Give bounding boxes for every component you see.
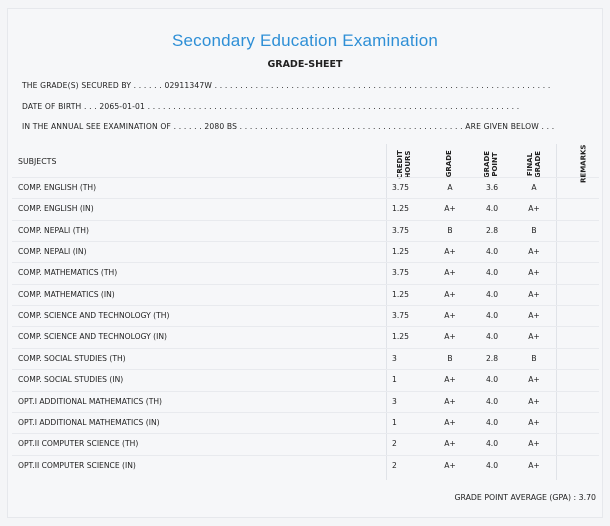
table-row — [12, 284, 599, 306]
grade-cell: A+ — [444, 289, 456, 299]
credit-hours-cell: 1.25 — [392, 332, 409, 342]
credit-hours-cell: 1 — [392, 417, 397, 427]
final-grade-header-text: FINAL GRADE — [526, 150, 542, 178]
table-row — [12, 369, 599, 391]
table-row — [12, 220, 599, 242]
grade-point-cell: 4.0 — [485, 268, 499, 278]
grade-point-cell: 4.0 — [485, 375, 499, 385]
grade-point-cell: 2.8 — [485, 353, 499, 363]
final-grade-cell: A+ — [528, 289, 540, 299]
credit-hours-header-text: CREDIT HOURS — [395, 149, 411, 179]
subject-cell: OPT.I ADDITIONAL MATHEMATICS (TH) — [18, 396, 163, 406]
subject-cell: COMP. NEPALI (IN) — [18, 247, 87, 257]
grade-point-cell: 4.0 — [485, 396, 499, 406]
grade-point-cell: 4.0 — [485, 417, 499, 427]
grade-cell: A+ — [444, 439, 456, 449]
remarks-header-text: REMARKS — [579, 144, 588, 184]
table-row — [12, 241, 599, 263]
grade-cell: A+ — [444, 460, 456, 470]
final-grade-cell: B — [531, 353, 537, 363]
table-row — [12, 391, 599, 413]
grade-point-cell: 4.0 — [485, 332, 499, 342]
grade-point-cell: 4.0 — [485, 460, 499, 470]
info-line-exam — [22, 122, 554, 131]
table-row — [12, 198, 599, 220]
grade-cell: A+ — [444, 332, 456, 342]
final-grade-cell: A+ — [528, 247, 540, 257]
dob-dots: . . . . . . . . . . . . . . . . . . . . . . . . . . . . . . . . . . . . . . . . . . . . . . . . . . . . . . . . . . . . . . . . . . . . . . . . . — [147, 102, 520, 111]
final-grade-cell: A+ — [528, 268, 540, 278]
subject-cell: COMP. SCIENCE AND TECHNOLOGY (TH) — [18, 311, 170, 321]
table-row — [12, 177, 599, 199]
subject-cell: COMP. SOCIAL STUDIES (TH) — [18, 353, 126, 363]
grade-cell: A+ — [444, 268, 456, 278]
credit-hours-cell: 2 — [392, 439, 397, 449]
grade-point-cell: 4.0 — [485, 439, 499, 449]
table-row — [12, 262, 599, 284]
final-grade-cell: A+ — [528, 396, 540, 406]
grade-cell: B — [447, 353, 453, 363]
subject-cell: OPT.I ADDITIONAL MATHEMATICS (IN) — [18, 417, 160, 427]
subject-cell: COMP. SCIENCE AND TECHNOLOGY (IN) — [18, 332, 167, 342]
credit-hours-cell: 3 — [392, 353, 397, 363]
grade-cell: A+ — [444, 417, 456, 427]
subject-cell: OPT.II COMPUTER SCIENCE (IN) — [18, 460, 136, 470]
final-grade-cell: A+ — [528, 375, 540, 385]
exam-tail: ARE GIVEN BELOW . . . — [465, 122, 555, 131]
subject-cell: COMP. ENGLISH (IN) — [18, 204, 94, 214]
grade-cell: A+ — [444, 247, 456, 257]
gpa-summary: GRADE POINT AVERAGE (GPA) : 3.70 — [454, 493, 596, 502]
final-grade-cell: A+ — [528, 460, 540, 470]
page-title: Secondary Education Examination — [171, 31, 439, 50]
credit-hours-cell: 1.25 — [392, 204, 409, 214]
table-row — [12, 455, 599, 477]
final-grade-cell: B — [531, 225, 537, 235]
subjects-header: SUBJECTS — [18, 157, 57, 166]
credit-hours-cell: 3.75 — [392, 225, 409, 235]
final-grade-cell: A+ — [528, 417, 540, 427]
table-row — [12, 348, 599, 370]
grade-point-cell: 4.0 — [485, 204, 499, 214]
symbol-number: 02911347W — [164, 81, 212, 90]
subject-cell: COMP. SOCIAL STUDIES (IN) — [18, 375, 124, 385]
secured-by-dots: . . . . . . . . . . . . . . . . . . . . . . . . . . . . . . . . . . . . . . . . . . . . . . . . . . . . . . . . . . . . . . . . . . — [214, 81, 551, 90]
grade-cell: A+ — [444, 204, 456, 214]
grade-point-cell: 3.6 — [485, 183, 499, 192]
table-row — [12, 326, 599, 348]
grade-cell: B — [447, 225, 453, 235]
grade-point-cell: 4.0 — [485, 311, 499, 321]
secured-by-label: THE GRADE(S) SECURED BY . . . . . . — [22, 81, 162, 90]
credit-hours-cell: 3 — [392, 396, 397, 406]
sheet-subtitle: GRADE-SHEET — [267, 59, 343, 70]
grade-cell: A+ — [444, 375, 456, 385]
final-grade-cell: A+ — [528, 439, 540, 449]
info-line-secured-by — [22, 81, 550, 90]
grade-cell: A+ — [444, 396, 456, 406]
exam-dots: . . . . . . . . . . . . . . . . . . . . . . . . . . . . . . . . . . . . . . . . . . . . — [239, 122, 463, 131]
subject-cell: COMP. MATHEMATICS (TH) — [18, 268, 118, 278]
subject-cell: COMP. NEPALI (TH) — [18, 225, 89, 235]
table-row — [12, 433, 599, 455]
final-grade-cell: A — [531, 183, 537, 192]
exam-year: 2080 BS — [204, 122, 238, 131]
final-grade-cell: A+ — [528, 204, 540, 214]
grade-point-header-text: GRADE POINT — [483, 150, 499, 178]
dob-label: DATE OF BIRTH . . . — [22, 102, 97, 111]
final-grade-cell: A+ — [528, 332, 540, 342]
grade-point-cell: 4.0 — [485, 289, 499, 299]
grade-point-cell: 2.8 — [485, 225, 499, 235]
table-row — [12, 412, 599, 434]
credit-hours-cell: 1.25 — [392, 289, 409, 299]
table-row — [12, 305, 599, 327]
subject-cell: COMP. MATHEMATICS (IN) — [18, 289, 115, 299]
grade-point-cell: 4.0 — [485, 247, 499, 257]
subject-cell: OPT.II COMPUTER SCIENCE (TH) — [18, 439, 139, 449]
final-grade-cell: A+ — [528, 311, 540, 321]
dob-value: 2065-01-01 — [99, 102, 146, 111]
grade-header-text: GRADE — [445, 150, 454, 178]
grade-cell: A+ — [444, 311, 456, 321]
credit-hours-cell: 3.75 — [392, 268, 409, 278]
credit-hours-cell: 3.75 — [392, 183, 409, 192]
credit-hours-cell: 1.25 — [392, 247, 409, 257]
grade-cell: A — [447, 183, 453, 192]
subject-cell: COMP. ENGLISH (TH) — [18, 183, 97, 192]
credit-hours-cell: 3.75 — [392, 311, 409, 321]
info-line-dob — [22, 102, 519, 111]
exam-label: IN THE ANNUAL SEE EXAMINATION OF . . . . . . — [22, 122, 202, 131]
credit-hours-cell: 1 — [392, 375, 397, 385]
credit-hours-cell: 2 — [392, 460, 397, 470]
